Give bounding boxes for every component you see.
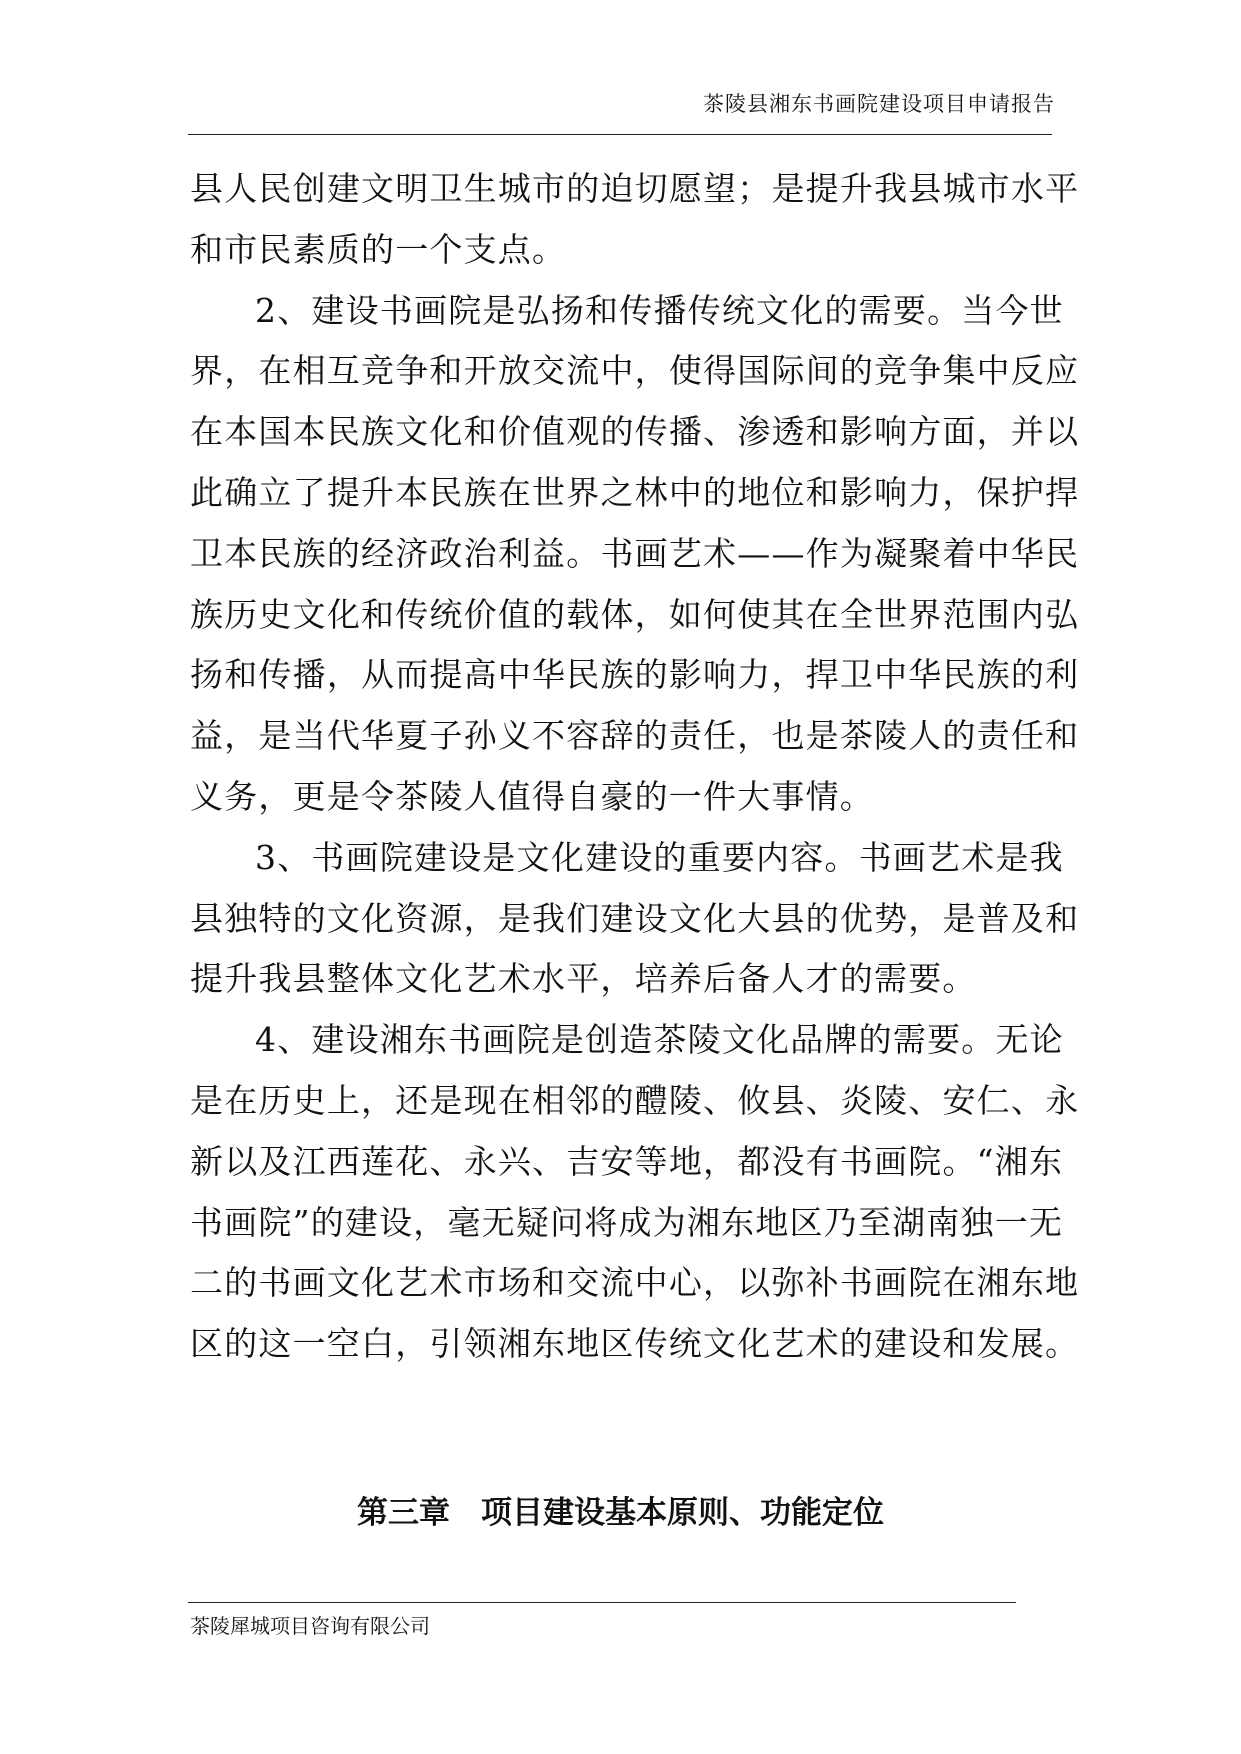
text-line: 扬 和 传 播 ， 从 而 提 高 中 华 民 族 的 影 响 力 ， 捍 卫 中 华 民 族 的 利 xyxy=(190,655,1080,695)
text-line: 县 人 民 创 建 文 明 卫 生 城 市 的 迫 切 愿 望 ； 是 提 升 我 县 城 市 水 平 xyxy=(190,169,1080,208)
header-divider xyxy=(188,134,1052,135)
text-line: 卫 本 民 族 的 经 济 政 治 利 益 。 书 画 艺 术 — — 作 为 凝 聚 着 中 华 民 xyxy=(190,533,1080,573)
text-line: 新 以 及 江 西 莲 花 、 永 兴 、 吉 安 等 地 ， 都 没 有 书 画 院 。 “ 湘 东 xyxy=(190,1141,1064,1181)
page-header-title: 茶陵县湘东书画院建设项目申请报告 xyxy=(703,92,1055,116)
text-line: 3 、 书 画 院 建 设 是 文 化 建 设 的 重 要 内 容 。 书 画 艺 术 是 我 xyxy=(255,837,1064,877)
text-line: 二 的 书 画 文 化 艺 术 市 场 和 交 流 中 心 ， 以 弥 补 书 画 院 在 湘 东 地 xyxy=(190,1263,1080,1303)
text-line: 族 历 史 文 化 和 传 统 价 值 的 载 体 ， 如 何 使 其 在 全 世 界 范 围 内 弘 xyxy=(190,594,1080,634)
text-line: 在 本 国 本 民 族 文 化 和 价 值 观 的 传 播 、 渗 透 和 影 响 方 面 ， 并 以 xyxy=(190,412,1080,452)
text-line: 此 确 立 了 提 升 本 民 族 在 世 界 之 林 中 的 地 位 和 影 响 力 ， 保 护 捍 xyxy=(190,472,1080,512)
text-line: 益 ， 是 当 代 华 夏 子 孙 义 不 容 辞 的 责 任 ， 也 是 茶 陵 人 的 责 任 和 xyxy=(190,716,1080,756)
text-line: 书 画 院 ” 的 建 设 ， 毫 无 疑 问 将 成 为 湘 东 地 区 乃 至 湖 南 独 一 无 xyxy=(190,1202,1064,1242)
text-line: 2 、 建 设 书 画 院 是 弘 扬 和 传 播 传 统 文 化 的 需 要 。 当 今 世 xyxy=(255,290,1064,330)
text-line: 区的这一空白，引领湘东地区传统文化艺术的建设和发展。 xyxy=(190,1324,1080,1364)
text-line: 提升我县整体文化艺术水平，培养后备人才的需要。 xyxy=(190,959,977,999)
text-line: 是 在 历 史 上 ， 还 是 现 在 相 邻 的 醴 陵 、 攸 县 、 炎 陵 、 安 仁 、 永 xyxy=(190,1080,1080,1120)
footer-company: 茶陵犀城项目咨询有限公司 xyxy=(190,1614,430,1638)
body-text xyxy=(190,159,1080,1375)
text-line: 和市民素质的一个支点。 xyxy=(190,229,567,269)
footer-divider xyxy=(188,1602,1016,1603)
text-line: 县 独 特 的 文 化 资 源 ， 是 我 们 建 设 文 化 大 县 的 优 势 ， 是 普 及 和 xyxy=(190,898,1080,938)
text-line: 界 ， 在 相 互 竞 争 和 开 放 交 流 中 ， 使 得 国 际 间 的 竞 争 集 中 反 应 xyxy=(190,351,1080,391)
chapter-heading: 第三章 项目建设基本原则、功能定位 xyxy=(357,1495,884,1531)
text-line: 义务，更是令茶陵人值得自豪的一件大事情。 xyxy=(190,776,874,816)
text-line: 4 、 建 设 湘 东 书 画 院 是 创 造 茶 陵 文 化 品 牌 的 需 要 。 无 论 xyxy=(255,1020,1064,1060)
